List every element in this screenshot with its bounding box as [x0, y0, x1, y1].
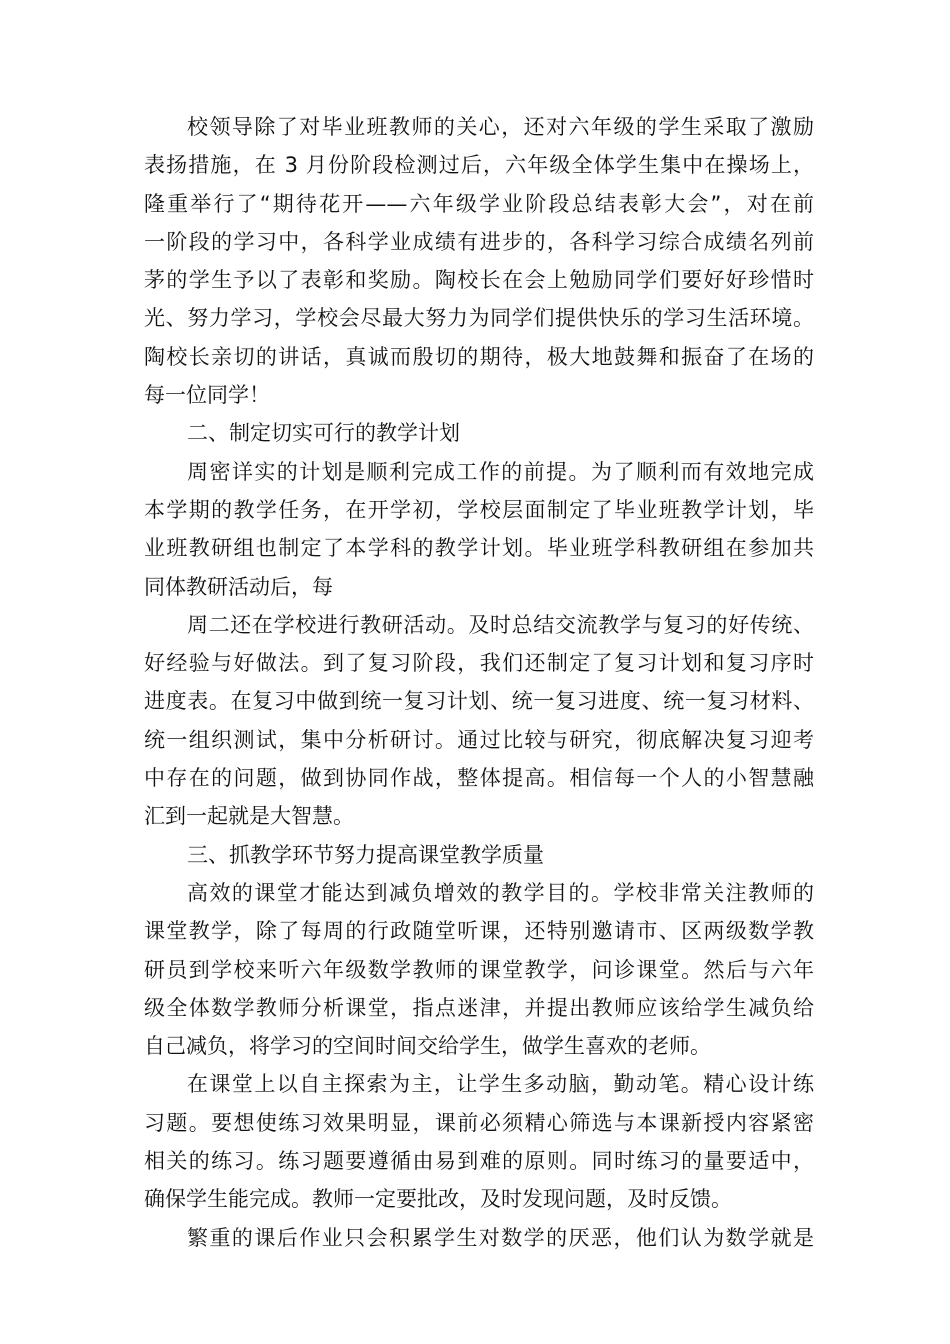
text-line: 在课堂上以自主探索为主，让学生多动脑，勤动笔。精心设计练 — [187, 1072, 814, 1097]
text-line: 校领导除了对毕业班教师的关心，还对六年级的学生采取了激励 — [187, 115, 814, 139]
text-line: 周密详实的计划是顺利完成工作的前提。为了顺利而有效地完成 — [187, 459, 814, 484]
text-line: 一阶段的学习中，各科学业成绩有进步的，各科学习综合成绩名列前 — [144, 229, 814, 254]
text-line: 高效的课堂才能达到减负增效的教学目的。学校非常关注教师的 — [187, 880, 814, 905]
text-line: 汇到一起就是大智慧。 — [144, 804, 354, 829]
text-line: 课堂教学，除了每周的行政随堂听课，还特别邀请市、区两级数学教 — [144, 919, 814, 944]
text-line: 统一组织测试，集中分析研讨。通过比较与研究，彻底解决复习迎考 — [144, 727, 814, 752]
text-line: 光、努力学习，学校会尽最大努力为同学们提供快乐的学习生活环境。 — [144, 306, 814, 331]
text-line: 隆重举行了“期待花开——六年级学业阶段总结表彰大会”，对在前 — [144, 191, 814, 216]
text-line: 研员到学校来听六年级数学教师的课堂教学，问诊课堂。然后与六年 — [144, 957, 814, 982]
text-line: 三、抓教学环节努力提高课堂教学质量 — [187, 842, 544, 867]
document-body — [144, 108, 814, 1257]
text-line: 中存在的问题，做到协同作战，整体提高。相信每一个人的小智慧融 — [144, 766, 814, 791]
text-line: 习题。要想使练习效果明显，课前必须精心筛选与本课新授内容紧密 — [144, 1110, 814, 1135]
text-line: 周二还在学校进行教研活动。及时总结交流教学与复习的好传统、 — [187, 612, 814, 637]
text-line: 每一位同学！ — [144, 383, 270, 408]
text-line: 表扬措施，在 3 月份阶段检测过后，六年级全体学生集中在操场上， — [144, 153, 814, 178]
text-line: 自己减负，将学习的空间时间交给学生，做学生喜欢的老师。 — [144, 1034, 711, 1059]
text-line: 相关的练习。练习题要遵循由易到难的原则。同时练习的量要适中， — [144, 1149, 814, 1174]
text-line: 进度表。在复习中做到统一复习计划、统一复习进度、统一复习材料、 — [144, 689, 814, 714]
text-line: 同体教研活动后，每 — [144, 574, 333, 599]
text-line: 陶校长亲切的讲话，真诚而殷切的期待，极大地鼓舞和振奋了在场的 — [144, 344, 814, 369]
text-line: 级全体数学教师分析课堂，指点迷津，并提出教师应该给学生减负给 — [144, 995, 814, 1020]
text-line: 茅的学生予以了表彰和奖励。陶校长在会上勉励同学们要好好珍惜时 — [144, 268, 814, 293]
text-line: 确保学生能完成。教师一定要批改，及时发现问题，及时反馈。 — [144, 1187, 732, 1212]
text-line: 业班教研组也制定了本学科的教学计划。毕业班学科教研组在参加共 — [144, 536, 814, 561]
text-line: 好经验与好做法。到了复习阶段，我们还制定了复习计划和复习序时 — [144, 651, 814, 676]
text-line: 繁重的课后作业只会积累学生对数学的厌恶，他们认为数学就是 — [187, 1225, 814, 1250]
text-line: 二、制定切实可行的教学计划 — [187, 421, 460, 446]
text-line: 本学期的教学任务，在开学初，学校层面制定了毕业班教学计划，毕 — [144, 497, 814, 522]
